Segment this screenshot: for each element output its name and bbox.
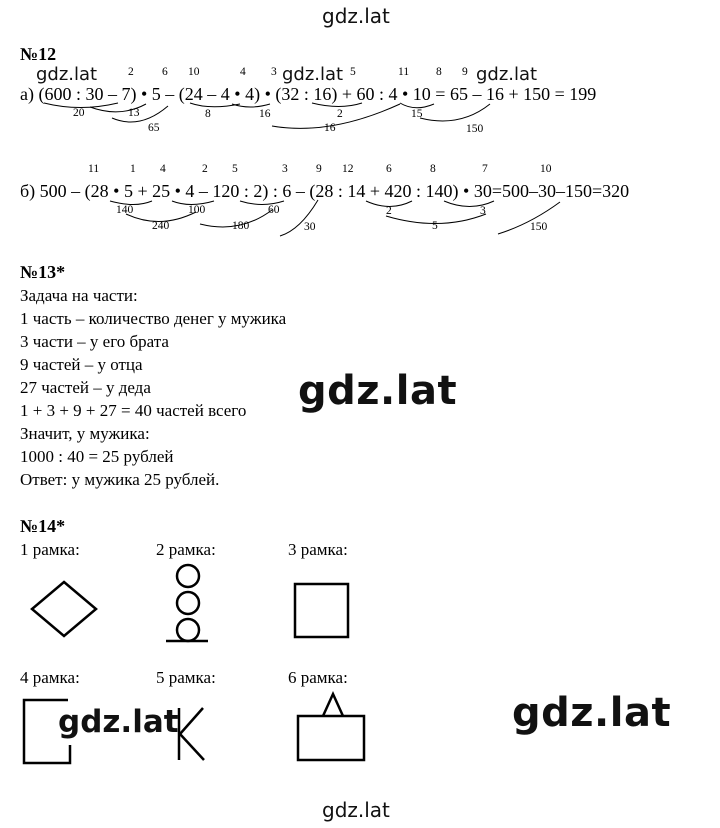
square-figure xyxy=(295,584,348,637)
task12-heading: №12 xyxy=(20,44,57,64)
frame-label-5: 5 рамка: xyxy=(156,668,216,687)
intermediate-value: 16 xyxy=(324,122,336,134)
order-number: 9 xyxy=(316,163,322,175)
frame-label-2: 2 рамка: xyxy=(156,540,216,559)
solution-line: 1 часть – количество денег у мужика xyxy=(20,309,287,328)
intermediate-value: 16 xyxy=(259,108,271,120)
intermediate-value: 65 xyxy=(148,122,160,134)
watermark-task14-frame4: gdz.lat xyxy=(58,704,179,740)
intermediate-value: 8 xyxy=(205,108,211,120)
intermediate-value: 5 xyxy=(432,220,438,232)
order-number: 5 xyxy=(350,66,356,78)
order-number: 12 xyxy=(342,163,354,175)
order-number: 11 xyxy=(398,66,410,78)
watermark-task13: gdz.lat xyxy=(298,368,458,414)
solution-line: 1000 : 40 = 25 рублей xyxy=(20,447,174,466)
watermark-task14-right: gdz.lat xyxy=(512,690,672,736)
watermark-bottom: gdz.lat xyxy=(322,798,390,822)
rectangle-with-triangle-figure xyxy=(298,694,364,760)
frame-label-1: 1 рамка: xyxy=(20,540,80,559)
intermediate-value: 15 xyxy=(411,108,423,120)
watermark-top: gdz.lat xyxy=(322,4,390,28)
intermediate-value: 150 xyxy=(530,221,548,233)
order-number: 7 xyxy=(482,163,488,175)
intermediate-value: 3 xyxy=(480,205,486,217)
intermediate-value: 150 xyxy=(466,123,484,135)
intermediate-value: 180 xyxy=(232,220,250,232)
intermediate-value: 240 xyxy=(152,220,170,232)
solution-line: Ответ: у мужика 25 рублей. xyxy=(20,470,220,489)
intermediate-value: 30 xyxy=(304,221,316,233)
order-number: 4 xyxy=(160,163,166,175)
solution-line: 3 части – у его брата xyxy=(20,332,169,351)
intermediate-value: 60 xyxy=(268,204,280,216)
order-number: 2 xyxy=(202,163,208,175)
solution-line: Задача на части: xyxy=(20,286,138,305)
task12a-expression: а) (600 : 30 – 7) • 5 – (24 – 4 • 4) • (32 : 16) + 60 : 4 • 10 = 65 – 16 + 150 = 199 xyxy=(20,84,597,104)
intermediate-value: 140 xyxy=(116,204,134,216)
order-number: 9 xyxy=(462,66,468,78)
order-number: 6 xyxy=(162,66,168,78)
solution-line: 9 частей – у отца xyxy=(20,355,143,374)
watermark-task12-1: gdz.lat xyxy=(36,64,98,85)
order-number: 3 xyxy=(282,163,288,175)
order-number: 2 xyxy=(128,66,134,78)
order-number: 8 xyxy=(430,163,436,175)
intermediate-value: 2 xyxy=(337,108,343,120)
order-number: 8 xyxy=(436,66,442,78)
order-number: 10 xyxy=(540,163,552,175)
order-number: 5 xyxy=(232,163,238,175)
order-number: 4 xyxy=(240,66,246,78)
intermediate-value: 100 xyxy=(188,204,206,216)
intermediate-value: 13 xyxy=(128,107,140,119)
three-circles-figure xyxy=(166,565,208,641)
frame-label-3: 3 рамка: xyxy=(288,540,348,559)
task13-heading: №13* xyxy=(20,262,66,282)
task12b-expression: б) 500 – (28 • 5 + 25 • 4 – 120 : 2) : 6 – (28 : 14 + 420 : 140) • 30=500–30–150=320 xyxy=(20,181,630,201)
order-number: 11 xyxy=(88,163,100,175)
solution-line: Значит, у мужика: xyxy=(20,424,150,443)
watermark-task12-3: gdz.lat xyxy=(476,64,538,85)
task14-heading: №14* xyxy=(20,516,66,536)
letter-k-figure xyxy=(179,708,204,760)
solution-line: 1 + 3 + 9 + 27 = 40 частей всего xyxy=(20,401,247,420)
diamond-figure xyxy=(32,582,96,636)
frame-label-4: 4 рамка: xyxy=(20,668,80,687)
watermark-task12-2: gdz.lat xyxy=(282,64,344,85)
intermediate-value: 20 xyxy=(73,107,85,119)
intermediate-value: 2 xyxy=(386,205,392,217)
frame-label-6: 6 рамка: xyxy=(288,668,348,687)
order-number: 10 xyxy=(188,66,200,78)
order-number: 6 xyxy=(386,163,392,175)
solution-line: 27 частей – у деда xyxy=(20,378,151,397)
order-number: 3 xyxy=(271,66,277,78)
order-number: 1 xyxy=(130,163,136,175)
